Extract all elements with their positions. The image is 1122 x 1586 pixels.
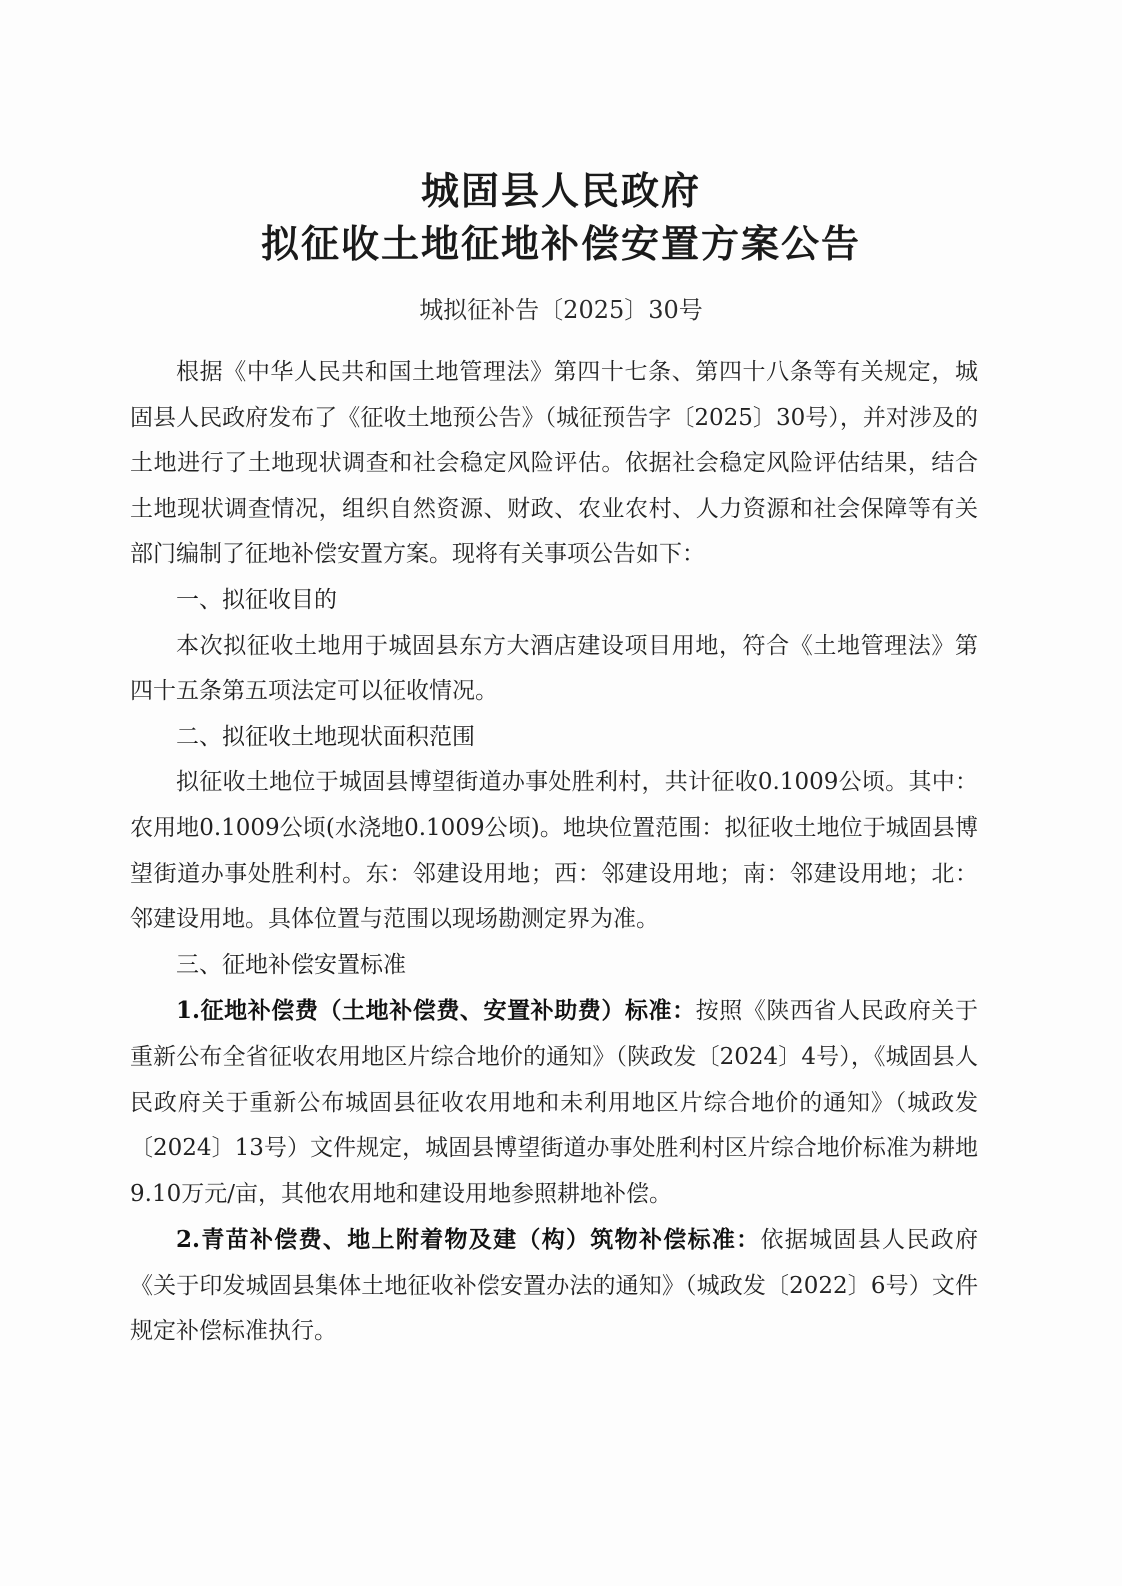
section-2-heading: 二、拟征收土地现状面积范围 (176, 723, 475, 750)
item-2-label: 2.青苗补偿费、地上附着物及建（构）筑物补偿标准： (176, 1226, 761, 1254)
item-2-text: 依据城固县人民政府《关于印发城固县集体土地征收补偿安置办法的通知》（城政发〔2022〕6号）文件规定补偿标准执行。 (130, 1227, 978, 1345)
section-2-text: 拟征收土地位于城固县博望街道办事处胜利村，共计征收0.1009公顷。其中：农用地0.1009公顷(水浇地0.1009公顷)。地块位置范围：拟征收土地位于城固县博望街道办事处胜利村。东：邻建设用地；西：邻建设用地；南：邻建设用地；北：邻建设用地。具体位置与范围以现场勘测定界为准。 (130, 769, 978, 933)
section-3-heading: 三、征地补偿安置标准 (176, 951, 406, 978)
title-line-2: 拟征收土地征地补偿安置方案公告 (260, 221, 861, 266)
item-2-paragraph (130, 1217, 978, 1355)
item-1-text: 按照《陕西省人民政府关于重新公布全省征收农用地区片综合地价的通知》（陕政发〔2024〕4号），《城固县人民政府关于重新公布城固县征收农用地和未利用地区片综合地价的通知》（城政发〔2024〕13号）文件规定，城固县博望街道办事处胜利村区片综合地价标准为耕地9.10万元/亩，其他农用地和建设用地参照耕地补偿。 (130, 998, 979, 1207)
document-body (130, 350, 978, 1355)
item-1-paragraph (130, 988, 978, 1217)
intro-paragraph: 根据《中华人民共和国土地管理法》第四十七条、第四十八条等有关规定，城固县人民政府发布了《征收土地预公告》（城征预告字〔2025〕30号），并对涉及的土地进行了土地现状调查和社会稳定风险评估。依据社会稳定风险评估结果，结合土地现状调查情况，组织自然资源、财政、农业农村、人力资源和社会保障等有关部门编制了征地补偿安置方案。现将有关事项公告如下： (130, 359, 978, 568)
title-line-1: 城固县人民政府 (420, 168, 701, 213)
document-number: 城拟征补告〔2025〕30号 (419, 296, 703, 324)
section-1-heading: 一、拟征收目的 (176, 586, 337, 613)
section-1-text: 本次拟征收土地用于城固县东方大酒店建设项目用地，符合《土地管理法》第四十五条第五项法定可以征收情况。 (130, 632, 978, 705)
item-1-label: 1.征地补偿费（土地补偿费、安置补助费）标准： (176, 997, 696, 1025)
